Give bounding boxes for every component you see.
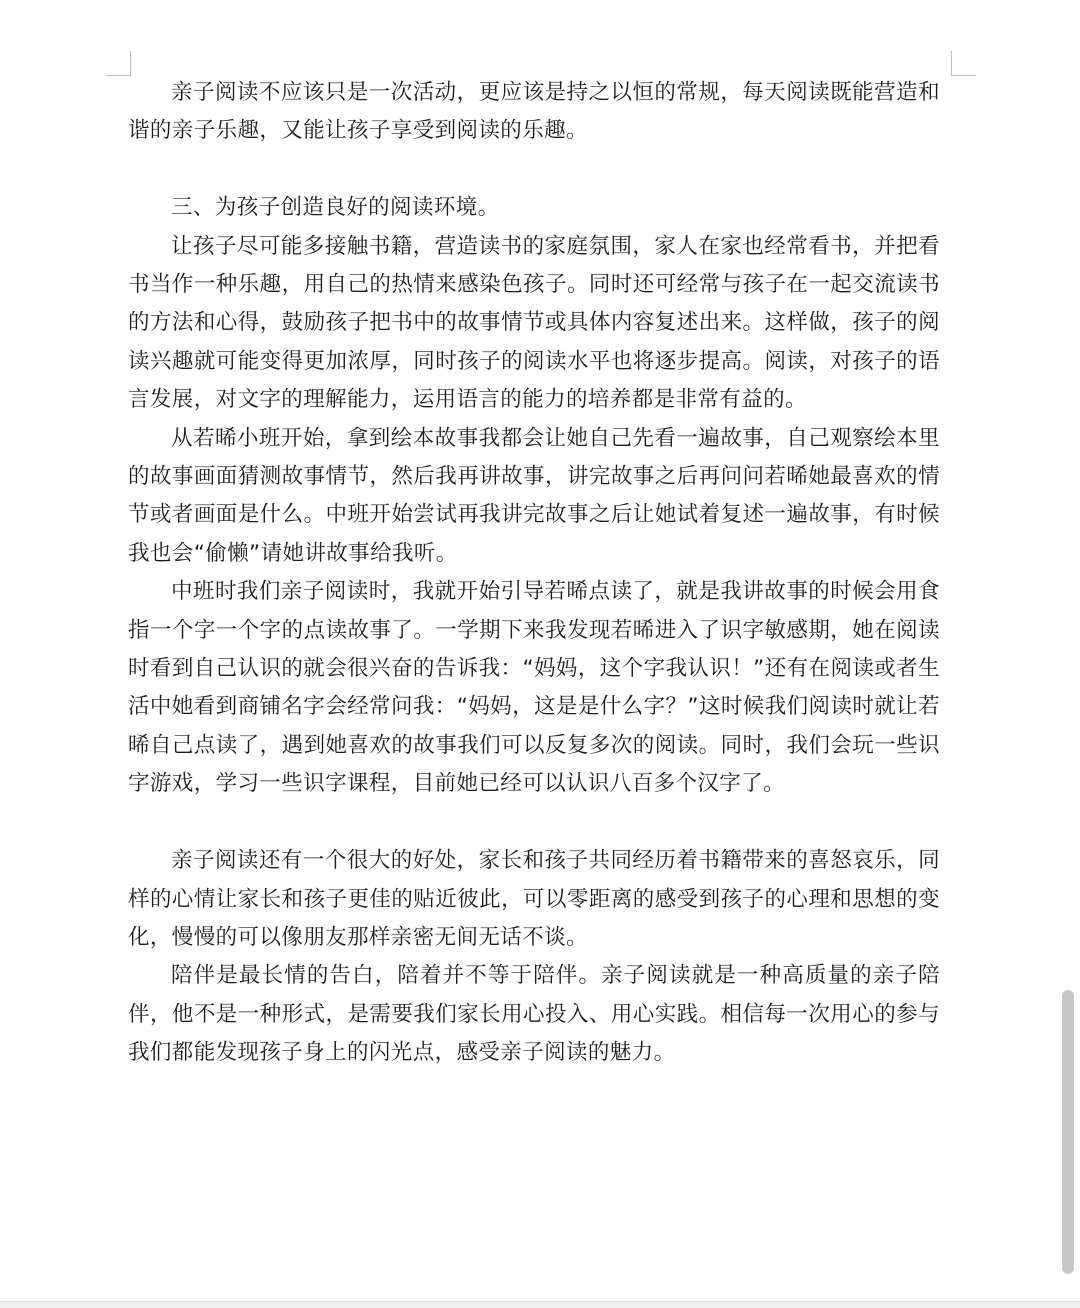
margin-corner-top-left [106, 51, 131, 76]
bottom-toolbar-edge [0, 1301, 1080, 1308]
paragraph: 从若晞小班开始，拿到绘本故事我都会让她自己先看一遍故事，自己观察绘本里的故事画面猜测故事情节，然后我再讲故事，讲完故事之后再问问若晞她最喜欢的情节或者画面是什么。中班开始尝试再我讲完故事之后让她试着复述一遍故事，有时候我也会“偷懒”请她讲故事给我听。 [128, 425, 940, 566]
section-heading: 三、为孩子创造良好的阅读环境。 [171, 195, 500, 221]
vertical-scrollbar[interactable] [1062, 0, 1074, 1300]
paragraph: 陪伴是最长情的告白，陪着并不等于陪伴。亲子阅读就是一种高质量的亲子陪伴，他不是一种形式，是需要我们家长用心投入、用心实践。相信每一次用心的参与我们都能发现孩子身上的闪光点，感受亲子阅读的魅力。 [128, 963, 940, 1066]
scrollbar-thumb[interactable] [1062, 990, 1074, 1274]
paragraph: 中班时我们亲子阅读时，我就开始引导若晞点读了，就是我讲故事的时候会用食指一个字一个字的点读故事了。一学期下来我发现若晞进入了识字敏感期，她在阅读时看到自己认识的就会很兴奋的告诉我：“妈妈，这个字我认识！”还有在阅读或者生活中她看到商铺名字会经常问我：“妈妈，这是是什么字？”这时候我们阅读时就让若晞自己点读了，遇到她喜欢的故事我们可以反复多次的阅读。同时，我们会玩一些识字游戏，学习一些识字课程，目前她已经可以认识八百多个汉字了。 [128, 579, 940, 797]
paragraph: 让孩子尽可能多接触书籍，营造读书的家庭氛围，家人在家也经常看书，并把看书当作一种乐趣，用自己的热情来感染色孩子。同时还可经常与孩子在一起交流读书的方法和心得，鼓励孩子把书中的故事情节或具体内容复述出来。这样做，孩子的阅读兴趣就可能变得更加浓厚，同时孩子的阅读水平也将逐步提高。阅读，对孩子的语言发展，对文字的理解能力，运用语言的能力的培养都是非常有益的。 [128, 233, 940, 413]
blank-line [128, 804, 940, 842]
paragraph: 亲子阅读还有一个很大的好处，家长和孩子共同经历着书籍带来的喜怒哀乐，同样的心情让家长和孩子更佳的贴近彼此，可以零距离的感受到孩子的心理和思想的变化，慢慢的可以像朋友那样亲密无间无话不谈。 [128, 848, 940, 950]
margin-corner-top-right [951, 51, 976, 76]
paragraph: 亲子阅读不应该只是一次活动，更应该是持之以恒的常规，每天阅读既能营造和谐的亲子乐趣，又能让孩子享受到阅读的乐趣。 [128, 80, 940, 144]
document-body[interactable] [128, 74, 940, 1073]
blank-line [128, 151, 940, 189]
